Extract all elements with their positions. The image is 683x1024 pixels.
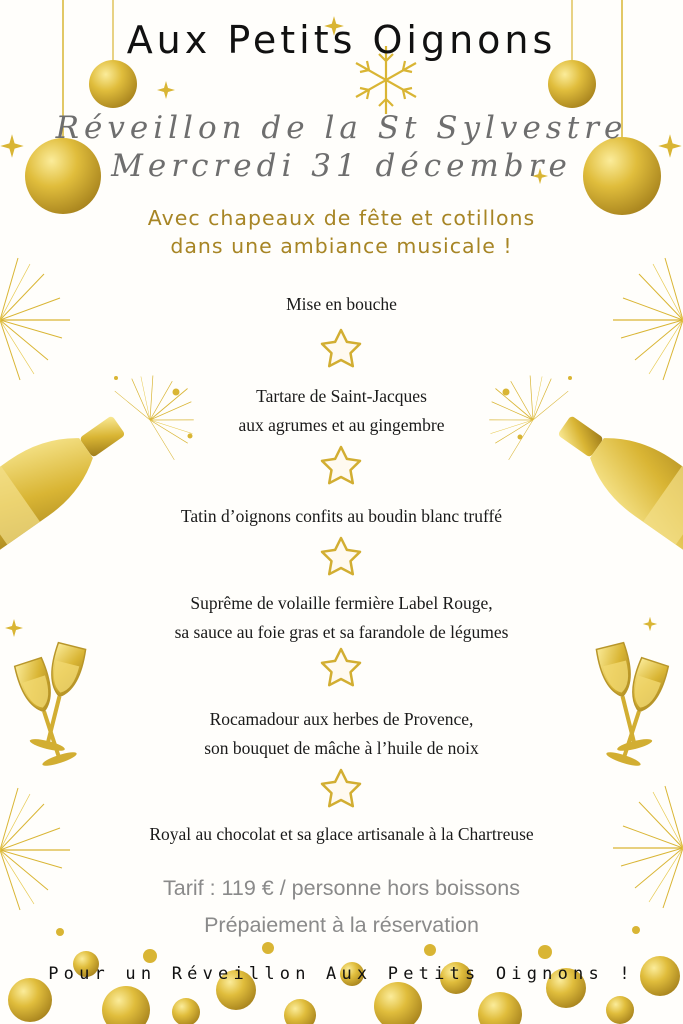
event-date: Mercredi 31 décembre bbox=[111, 148, 572, 184]
course-5-line-1: Rocamadour aux herbes de Provence, bbox=[209, 709, 474, 729]
star-icon bbox=[322, 538, 360, 574]
star-icon bbox=[322, 649, 360, 685]
course-5-line-2: son bouquet de mâche à l’huile de noix bbox=[204, 738, 479, 758]
course-4-line-2: sa sauce au foie gras et sa farandole de légumes bbox=[174, 622, 509, 642]
course-2-line-2: aux agrumes et au gingembre bbox=[238, 415, 445, 435]
course-4-line-1: Suprême de volaille fermière Label Rouge, bbox=[190, 593, 493, 613]
course-3-line-1: Tatin d’oignons confits au boudin blanc truffé bbox=[180, 506, 503, 526]
course-6-line-1: Royal au chocolat et sa glace artisanale à la Chartreuse bbox=[149, 824, 534, 844]
footer-slogan: Pour un Réveillon Aux Petits Oignons ! bbox=[48, 964, 635, 984]
course-1-line-1: Mise en bouche bbox=[286, 294, 397, 314]
payment-line: Prépaiement à la réservation bbox=[204, 913, 479, 937]
star-icon bbox=[322, 770, 360, 806]
tagline-line-1: Avec chapeaux de fête et cotillons bbox=[147, 206, 536, 230]
price-line: Tarif : 119 € / personne hors boissons bbox=[163, 876, 520, 900]
star-icon bbox=[322, 330, 360, 366]
star-icon bbox=[322, 447, 360, 483]
event-title: Réveillon de la St Sylvestre bbox=[55, 110, 628, 146]
course-2-line-1: Tartare de Saint-Jacques bbox=[256, 386, 427, 406]
restaurant-name: Aux Petits Oignons bbox=[126, 18, 557, 62]
tagline-line-2: dans une ambiance musicale ! bbox=[170, 234, 513, 258]
